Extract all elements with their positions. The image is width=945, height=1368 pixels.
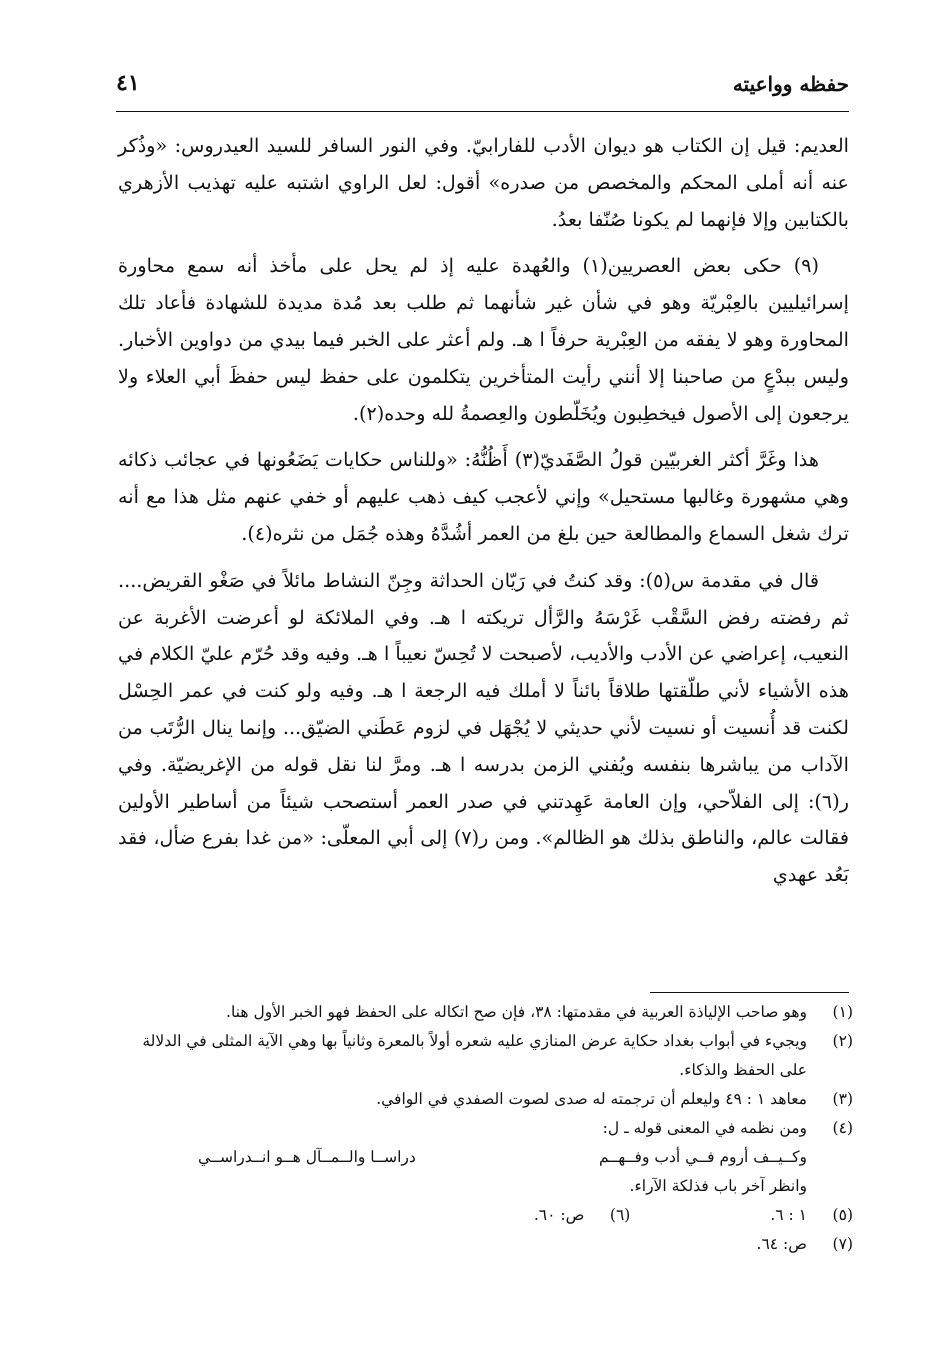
footnote — [118, 1230, 853, 1259]
verse-line — [118, 1143, 853, 1172]
running-title: حفظه وواعيته — [732, 72, 849, 96]
verse-first-hemistich: وكــيــف أروم فــي أدب وفــهــم — [598, 1148, 807, 1166]
footnote-rule — [650, 992, 849, 993]
footnote-number: (٧) — [832, 1235, 853, 1253]
paragraph: (٩) حكى بعض العصريين(١) والعُهدة عليه إذ لم يحل على مأخذ أنه سمع محاورة إسرائيليين بالعِبْريّة وهو في شأن غير شأنهما ثم طلب بعد مُدة مديدة للشهادة فأعاد تلك المحاورة وهو لا يفقه من العِبْرية حرفاً ا هـ. ولم أعثر على الخبر فيما بيدي من دواوين الأخبار. وليس ببدْعٍ من صاحبنا إلا أنني رأيت المتأخرين يتكلمون على حفظ ليس حفظَ أبي العلاء ولا يرجعون إلى الأصول فيخطِبون ويُخَلّطون والعِصمةُ لله وحده(٢). — [118, 254, 849, 425]
footnote-text: ص: ٦٤. — [756, 1235, 807, 1253]
footnote-text: وهو صاحب الإلياذة العربية في مقدمتها: ٣٨، فإن صح اتكاله على الحفظ فهو الخبر الأول هنا. — [226, 1003, 807, 1021]
paragraph: قال في مقدمة س(٥): وقد كنتُ في رَيّان الحداثة وجِنّ النشاط مائلاً في صَغْو القريض.... ثم رفضته رفض السَّقْب غَرْسَهُ والرَّأل تريكته ا هـ. وفي الملائكة لو أعرضت الأغربة عن النعيب، إعراضي عن الأدب والأديب، لأصبحت لا تُحِسّ نعيباً ا هـ. وفيه وقد حُرّم عليّ الكلام في هذه الأشياء لأني طلّقتها طلاقاً بائناً لا أملك فيه الرجعة ا هـ. وفيه ولو كنت في عمر الحِسْل لكنت قد أُنسيت أو نسيت لأني حديثي لا يُجْهَل في لزوم عَطَني الضيّق... وإنما ينال الرُّتَب من الآداب من يباشرها بنفسه ويُفني الزمن بدرسه ا هـ. ومرَّ لنا نقل قوله من الإغريضيّة. وفي ر(٦): إلى الفلاّحي، وإن العامة عَهِدتني في صدر العمر أستصحب شيئاً من أساطير الأولين فقالت عالم، والناطق بذلك هو الظالم». ومن ر(٧) إلى أبي المعلّى: «من غدا بفرع ضأل، فقد بَعُد عهدي — [118, 568, 850, 887]
footnote-text: معاهد ١ : ٤٩ وليعلم أن ترجمته له صدى لصوت الصفدي في الوافي. — [376, 1090, 807, 1108]
footnote-number: (٦) — [609, 1206, 631, 1224]
footnote-number: (٤) — [832, 1119, 853, 1137]
footnote-text: ومن نظمه في المعنى قوله ـ ل: — [602, 1119, 807, 1137]
footnote — [118, 1114, 853, 1143]
footnote-pair — [118, 1201, 853, 1230]
footnote-continuation — [118, 1172, 853, 1201]
footnote-text: وانظر آخر باب فذلكة الآراء. — [629, 1177, 807, 1195]
footnote — [118, 1085, 853, 1114]
page-number: ٤١ — [116, 70, 140, 96]
paragraph: هذا وغَرَّ أكثر الغربيّين قولُ الصَّفَديّ(٣) أَظُنُّهُ: «وللناس حكايات يَضَعُونها في عجائب ذكائه وهي مشهورة وغالبها مستحيل» وإني لأعجب كيف ذهب عليهم أو خفي عنهم مثل هذا مع أنه ترك شغل السماع والمطالعة حين بلغ من العمر أشُدَّهُ وهذه جُمَل من نثره(٤). — [118, 448, 849, 545]
footnote-number: (١) — [832, 1003, 853, 1021]
footnote — [118, 1027, 853, 1085]
footnote — [118, 998, 853, 1027]
footnote-text: ١ : ٦. — [770, 1206, 807, 1224]
header-rule — [116, 111, 849, 112]
main-text — [118, 128, 849, 904]
footnote-text: ويجيء في أبواب بغداد حكاية عرض المنازي عليه شعره أولاً بالمعرة وثانياً بها وهي الآية المثلى في الدلالة على الحفظ والذكاء. — [142, 1032, 807, 1079]
verse-second-hemistich: دراســا والــمــآل هــو انــدراســي — [198, 1148, 416, 1166]
footnote-text: ص: ٦٠. — [533, 1206, 585, 1224]
page-header — [116, 66, 849, 106]
footnotes — [118, 998, 853, 1259]
footnote-number: (٣) — [832, 1090, 853, 1108]
footnote — [770, 1201, 853, 1230]
paragraph: العديم: قيل إن الكتاب هو ديوان الأدب للفارابيّ. وفي النور السافر للسيد العيدروس: «وذُكر عنه أنه أملى المحكم والمخصص من صدره» أقول: لعل الراوي اشتبه عليه تهذيب الأزهري بالكتابين وإلا فإنهما لم يكونا صُنّفا بعدُ. — [118, 134, 849, 231]
footnote-number: (٥) — [832, 1206, 853, 1224]
footnote-number: (٢) — [832, 1032, 853, 1050]
footnote — [534, 1201, 630, 1230]
